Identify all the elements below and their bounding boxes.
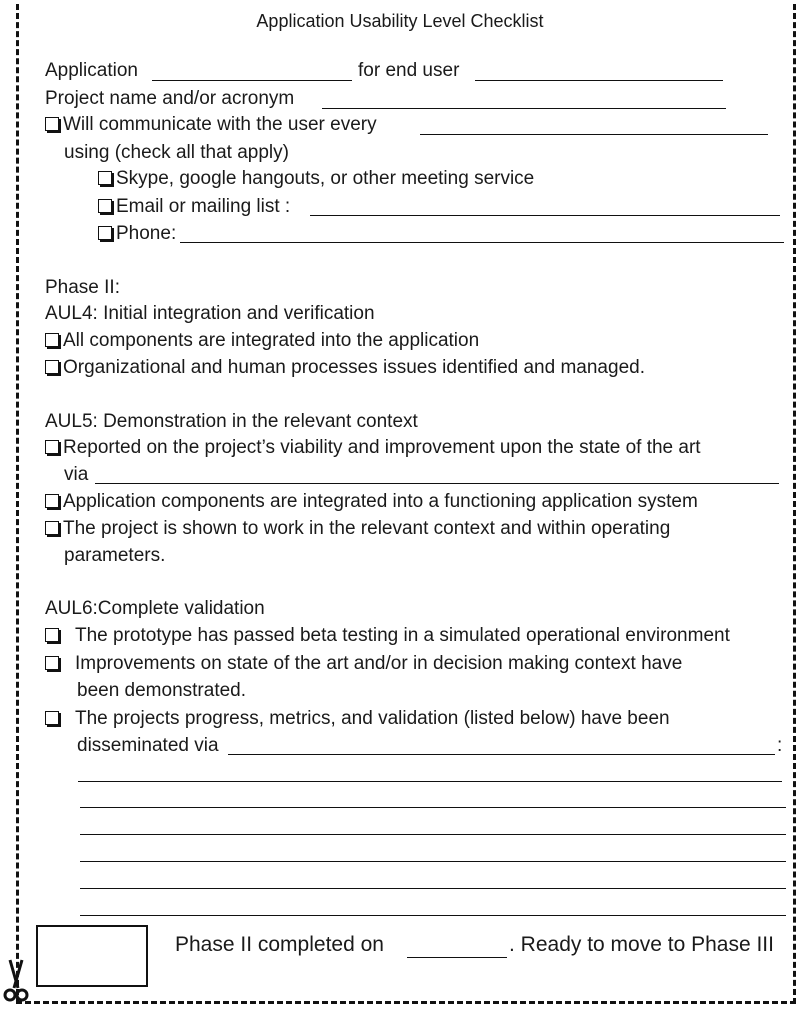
communicate-frequency-field[interactable]	[420, 134, 768, 135]
aul5-via-field[interactable]	[95, 483, 779, 484]
end-user-label: for end user	[358, 60, 460, 81]
checkbox-icon[interactable]	[45, 333, 59, 347]
project-name-field[interactable]	[322, 108, 726, 109]
checkbox-icon[interactable]	[45, 711, 59, 725]
checkbox-icon[interactable]	[45, 521, 59, 535]
end-user-field[interactable]	[475, 80, 723, 81]
notes-line-1[interactable]	[78, 781, 782, 782]
notes-line-4[interactable]	[80, 861, 786, 862]
aul5-item-3: The project is shown to work in the relevant context and within operating	[45, 518, 670, 540]
stamp-box[interactable]	[36, 925, 148, 987]
aul6-item-1: The prototype has passed beta testing in a simulated operational environment	[45, 625, 730, 647]
aul6-item-3: The projects progress, metrics, and validation (listed below) have been	[45, 708, 670, 730]
using-label: using (check all that apply)	[64, 142, 289, 163]
aul4-item-2: Organizational and human processes issues identified and managed.	[45, 357, 645, 379]
notes-line-5[interactable]	[80, 888, 786, 889]
checkbox-icon[interactable]	[98, 226, 112, 240]
aul6-disseminated-label: disseminated via	[77, 735, 219, 756]
application-field[interactable]	[152, 80, 352, 81]
project-name-label: Project name and/or acronym	[45, 88, 295, 109]
aul5-via-label: via	[64, 464, 89, 485]
notes-line-3[interactable]	[80, 834, 786, 835]
skype-label: Skype, google hangouts, or other meeting service	[116, 168, 535, 189]
checkbox-icon[interactable]	[45, 360, 59, 374]
phone-item	[98, 223, 176, 245]
checkbox-icon[interactable]	[45, 656, 59, 670]
notes-line-2[interactable]	[80, 807, 786, 808]
aul4-item-1: All components are integrated into the application	[45, 330, 479, 352]
email-item	[98, 196, 290, 218]
phone-label: Phone:	[116, 223, 177, 244]
aul6-heading: AUL6:Complete validation	[45, 598, 265, 619]
ready-label: . Ready to move to Phase III	[509, 933, 774, 956]
checkbox-icon[interactable]	[98, 171, 112, 185]
notes-line-6[interactable]	[80, 915, 786, 916]
email-label: Email or mailing list :	[116, 196, 291, 217]
skype-item	[98, 168, 534, 190]
aul5-item-1: Reported on the project’s viability and improvement upon the state of the art	[45, 437, 701, 459]
checkbox-icon[interactable]	[45, 628, 59, 642]
checkbox-icon[interactable]	[45, 494, 59, 508]
aul6-item-2: Improvements on state of the art and/or in decision making context have	[45, 653, 682, 675]
phase-label: Phase II:	[45, 277, 120, 298]
aul6-item-2-cont: been demonstrated.	[77, 680, 247, 701]
checkbox-icon[interactable]	[45, 117, 59, 131]
checkbox-icon[interactable]	[98, 199, 112, 213]
phone-field[interactable]	[180, 242, 784, 243]
page-title: Application Usability Level Checklist	[256, 11, 544, 31]
communicate-label: Will communicate with the user every	[63, 114, 377, 135]
completed-date-field[interactable]	[407, 957, 507, 958]
checkbox-icon[interactable]	[45, 440, 59, 454]
aul6-colon: :	[777, 735, 783, 756]
aul5-item-2: Application components are integrated into a functioning application system	[45, 491, 698, 513]
application-label: Application	[45, 60, 138, 81]
aul5-heading: AUL5: Demonstration in the relevant context	[45, 411, 418, 432]
completed-label: Phase II completed on	[175, 933, 384, 956]
communicate-item	[45, 114, 377, 136]
scissors-icon	[2, 958, 30, 1004]
aul5-item-3-cont: parameters.	[64, 545, 166, 566]
email-field[interactable]	[310, 215, 780, 216]
aul6-disseminated-field[interactable]	[228, 754, 775, 755]
aul4-heading: AUL4: Initial integration and verification	[45, 303, 375, 324]
